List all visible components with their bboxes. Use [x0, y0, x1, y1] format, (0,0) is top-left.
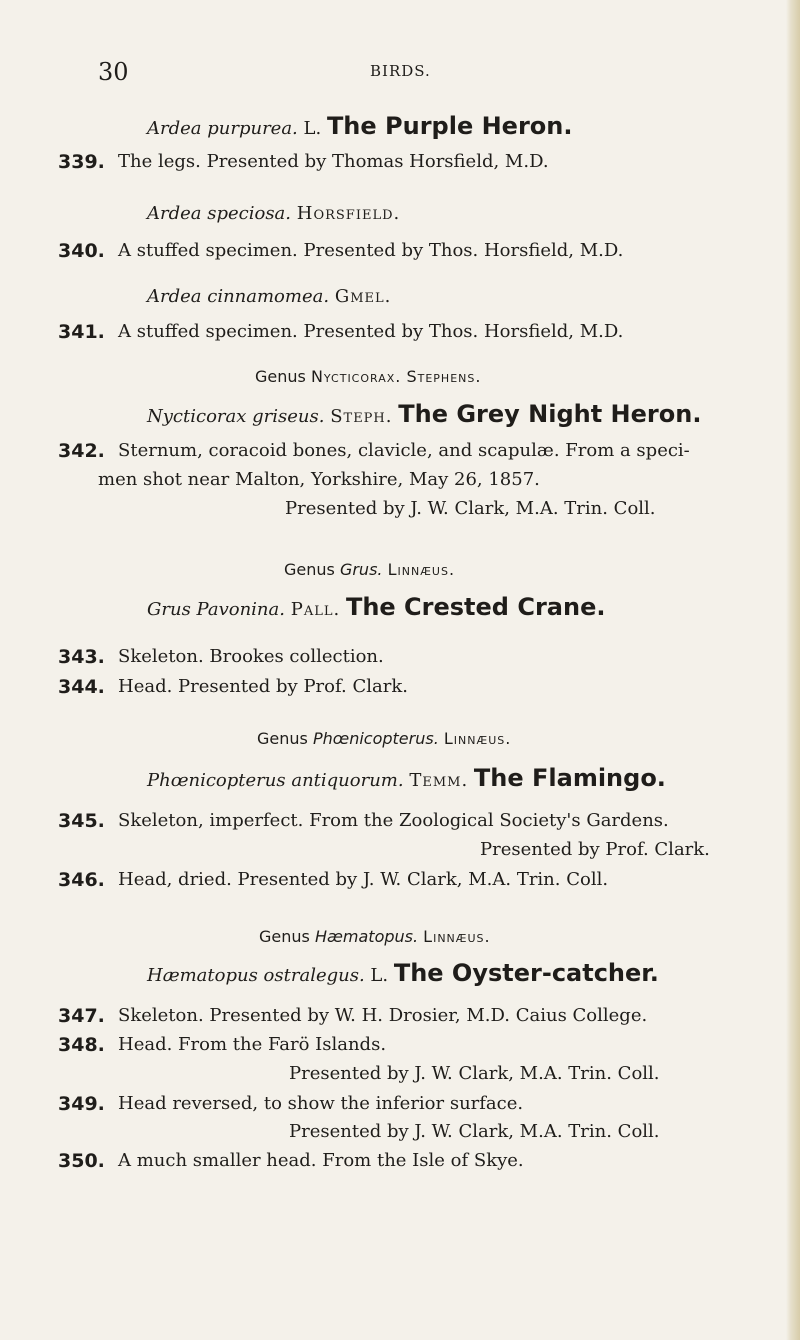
genus-author: Linnæus.: [387, 560, 456, 579]
entry-text: Head, dried. Presented by J. W. Clark, M.A. Trin. Coll.: [118, 869, 609, 890]
entry-number: 344.: [58, 676, 105, 698]
species-heading-grus-pavonina: [147, 593, 605, 621]
species-name: Phœnicopterus antiquorum.: [147, 770, 404, 791]
entry-text: A much smaller head. From the Isle of Skye.: [118, 1150, 524, 1171]
species-author: Temm.: [409, 770, 469, 791]
genus-author: Stephens.: [406, 367, 482, 386]
species-author: Steph.: [330, 406, 393, 427]
page-number: 30: [98, 58, 129, 86]
page-edge-shadow: [786, 0, 800, 1340]
species-author: Horsfield.: [296, 203, 401, 224]
species-heading-nycticorax-griseus: [147, 400, 701, 428]
entry-number: 343.: [58, 646, 105, 668]
entry-text-line: Presented by J. W. Clark, M.A. Trin. Coll.: [285, 498, 656, 519]
entry-text-line: men shot near Malton, Yorkshire, May 26, 1857.: [98, 469, 540, 490]
genus-name: Nycticorax.: [310, 367, 402, 386]
species-name: Ardea speciosa.: [147, 203, 292, 224]
species-author: Gmel.: [334, 286, 392, 307]
genus-label: Genus: [259, 927, 310, 946]
species-name: Grus Pavonina.: [147, 599, 285, 620]
species-name: Nycticorax griseus.: [147, 406, 325, 427]
entry-number: 349.: [58, 1093, 105, 1115]
entry-text: A stuffed specimen. Presented by Thos. Horsfield, M.D.: [118, 240, 624, 261]
species-name: Ardea purpurea.: [147, 118, 298, 139]
entry-text-line: Head. From the Farö Islands.: [118, 1034, 387, 1055]
species-heading-haematopus-ostralegus: [147, 959, 659, 987]
entry-text-line: Presented by J. W. Clark, M.A. Trin. Coll.: [289, 1063, 660, 1084]
entry-text: A stuffed specimen. Presented by Thos. Horsfield, M.D.: [118, 321, 624, 342]
genus-heading-grus: [284, 560, 455, 579]
common-name: The Grey Night Heron.: [398, 400, 702, 428]
entry-text: Skeleton. Presented by W. H. Drosier, M.D. Caius College.: [118, 1005, 648, 1026]
entry-number: 341.: [58, 321, 105, 343]
entry-number: 346.: [58, 869, 105, 891]
entry-number: 350.: [58, 1150, 105, 1172]
common-name: The Oyster-catcher.: [393, 959, 659, 987]
entry-number: 345.: [58, 810, 105, 832]
genus-name: Grus.: [339, 560, 383, 579]
genus-author: Linnæus.: [443, 729, 512, 748]
entry-text: Head. Presented by Prof. Clark.: [118, 676, 408, 697]
common-name: The Flamingo.: [473, 764, 666, 792]
genus-heading-phoenicopterus: [257, 729, 511, 748]
genus-label: Genus: [257, 729, 308, 748]
entry-number: 340.: [58, 240, 105, 262]
entry-text-line: Head reversed, to show the inferior surface.: [118, 1093, 524, 1114]
entry-text: Skeleton. Brookes collection.: [118, 646, 384, 667]
species-author: L.: [370, 965, 389, 986]
species-heading-ardea-cinnamomea: [147, 286, 391, 307]
genus-label: Genus: [255, 367, 306, 386]
running-head: BIRDS.: [370, 62, 431, 80]
genus-label: Genus: [284, 560, 335, 579]
genus-name: Hæmatopus.: [314, 927, 419, 946]
species-author: L.: [303, 118, 322, 139]
entry-text-line: Presented by J. W. Clark, M.A. Trin. Coll.: [289, 1121, 660, 1142]
entry-text-line: Sternum, coracoid bones, clavicle, and scapulæ. From a speci-: [118, 440, 690, 461]
entry-text-line: Skeleton, imperfect. From the Zoological Society's Gardens.: [118, 810, 669, 831]
genus-heading-nycticorax: [255, 367, 481, 386]
species-heading-phoenicopterus-antiquorum: [147, 764, 666, 792]
common-name: The Purple Heron.: [326, 112, 573, 140]
species-heading-ardea-purpurea: [147, 112, 572, 140]
entry-text: The legs. Presented by Thomas Horsfield, M.D.: [118, 151, 549, 172]
genus-author: Linnæus.: [423, 927, 491, 946]
species-heading-ardea-speciosa: [147, 203, 400, 224]
genus-name: Phœnicopterus.: [312, 729, 439, 748]
entry-number: 348.: [58, 1034, 105, 1056]
species-name: Hæmatopus ostralegus.: [147, 965, 365, 986]
species-name: Ardea cinnamomea.: [147, 286, 330, 307]
entry-number: 339.: [58, 151, 105, 173]
entry-number: 342.: [58, 440, 105, 462]
common-name: The Crested Crane.: [345, 593, 606, 621]
genus-heading-haematopus: [259, 927, 491, 946]
species-author: Pall.: [290, 599, 341, 620]
entry-text-line: Presented by Prof. Clark.: [480, 839, 710, 860]
entry-number: 347.: [58, 1005, 105, 1027]
